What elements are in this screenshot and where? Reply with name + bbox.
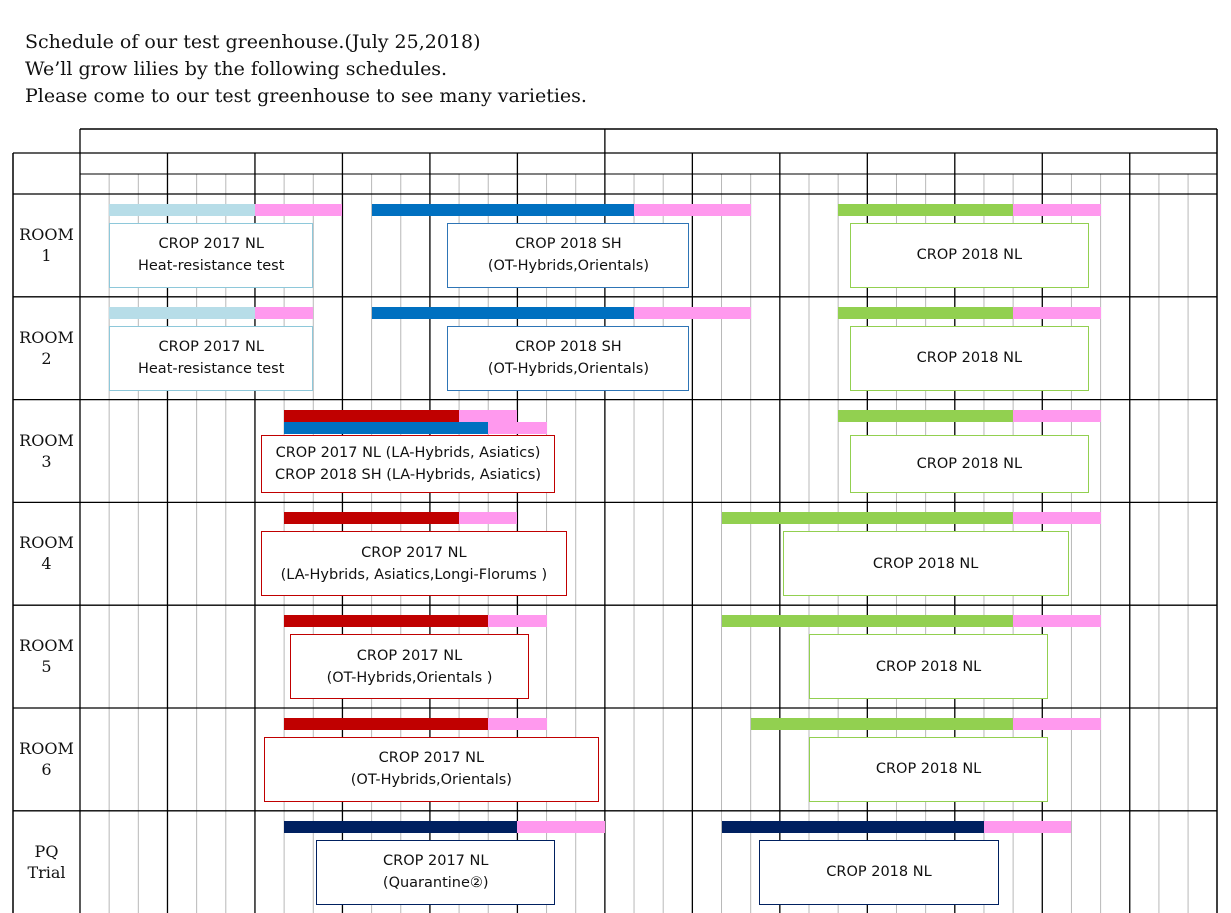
schedule-bar-pink [1013, 307, 1100, 319]
schedule-bar-pink [634, 307, 751, 319]
period-label [255, 174, 284, 194]
period-label [372, 174, 401, 194]
row-label-line: 5 [41, 657, 52, 677]
crop-label-box [290, 634, 529, 699]
schedule-bar-red [284, 512, 459, 524]
crop-label-text: Heat-resistance test [137, 361, 285, 378]
row-label [13, 430, 80, 472]
period-label [80, 174, 109, 194]
period-label [547, 174, 576, 194]
intro-line-2: We’ll grow lilies by the following schedules. [25, 58, 448, 80]
period-label [1013, 174, 1042, 194]
crop-label-text: CROP 2017 NL [158, 339, 264, 356]
row-label-line: ROOM [19, 533, 74, 553]
crop-label-text: CROP 2017 NL [378, 750, 485, 767]
period-label [576, 174, 605, 194]
crop-label-box [783, 531, 1069, 596]
period-label [1188, 174, 1217, 194]
row-label [13, 841, 80, 883]
schedule-bar-pink [1013, 512, 1100, 524]
crop-label-text: CROP 2018 NL [916, 350, 1023, 367]
month-label [1130, 153, 1217, 174]
row-label-line: 3 [41, 451, 52, 471]
period-label [605, 174, 634, 194]
month-label [167, 153, 254, 174]
row-label-line: Trial [27, 862, 66, 882]
period-label [1130, 174, 1159, 194]
period-label [284, 174, 313, 194]
row-label-line: ROOM [19, 225, 74, 244]
schedule-bar-light-blue [109, 204, 255, 216]
period-label [692, 174, 721, 194]
schedule-bar-navy [722, 821, 984, 833]
schedule-bar-pink [1013, 615, 1100, 627]
crop-label-text: CROP 2018 NL [916, 247, 1023, 264]
crop-label-text: CROP 2018 NL [916, 455, 1023, 472]
row-label [13, 635, 80, 677]
crop-label-box [109, 223, 313, 288]
crop-label-text: (OT-Hybrids,Orientals) [487, 361, 650, 378]
period-label [197, 174, 226, 194]
crop-label-text: CROP 2018 SH [515, 339, 622, 356]
crop-label-box [447, 223, 689, 288]
row-label-line: 6 [41, 760, 52, 779]
schedule-bar-pink [255, 204, 342, 216]
month-label [342, 153, 429, 174]
crop-label-text: CROP 2017 NL (LA-Hybrids, Asiatics) [275, 444, 541, 461]
schedule-bar-blue [284, 422, 488, 434]
month-label [255, 153, 342, 174]
crop-label-text: CROP 2018 SH (LA-Hybrids, Asiatics) [275, 466, 542, 483]
period-label [751, 174, 780, 194]
period-label [430, 174, 459, 194]
schedule-bar-green [751, 718, 1013, 730]
row-label [13, 224, 80, 266]
schedule-bar-green [838, 410, 1013, 422]
crop-label-text: (Quarantine②) [382, 875, 489, 892]
schedule-bar-pink [1013, 410, 1100, 422]
schedule-bar-pink [1013, 204, 1100, 216]
schedule-bar-red [284, 718, 488, 730]
row-label-line: ROOM [19, 430, 74, 450]
schedule-bar-blue [372, 307, 634, 319]
schedule-bar-pink [984, 821, 1071, 833]
schedule-bar-blue [372, 204, 634, 216]
month-label [430, 153, 517, 174]
period-label [955, 174, 984, 194]
intro-line-1: Schedule of our test greenhouse.(July 25,2018) [25, 31, 481, 53]
period-label [867, 174, 896, 194]
crop-label-box [850, 326, 1089, 391]
schedule-bar-pink [634, 204, 751, 216]
period-label [342, 174, 371, 194]
month-label [780, 153, 867, 174]
crop-label-box [809, 634, 1048, 699]
month-label [80, 153, 167, 174]
period-label [634, 174, 663, 194]
crop-label-box [261, 435, 556, 494]
crop-label-text: CROP 2017 NL [361, 544, 467, 561]
row-label-line: 1 [41, 246, 52, 265]
crop-label-box [759, 840, 998, 905]
period-label [722, 174, 751, 194]
schedule-bar-green [722, 512, 1014, 524]
period-label [459, 174, 488, 194]
schedule-bar-pink [1013, 718, 1100, 730]
crop-label-text: CROP 2018 SH [515, 236, 622, 253]
crop-label-text: CROP 2018 NL [875, 761, 982, 778]
crop-label-box [109, 326, 313, 391]
crop-label-text: CROP 2018 NL [872, 555, 979, 572]
period-label [1071, 174, 1100, 194]
schedule-bar-pink [459, 410, 517, 422]
crop-label-box [316, 840, 555, 905]
crop-label-box [264, 737, 599, 802]
schedule-bar-pink [517, 821, 604, 833]
month-label [1042, 153, 1129, 174]
period-label [926, 174, 955, 194]
crop-label-text: (OT-Hybrids,Orientals ) [326, 669, 493, 686]
period-label [1159, 174, 1188, 194]
schedule-bar-pink [488, 615, 546, 627]
crop-label-box [850, 223, 1089, 288]
row-label-line: ROOM [19, 327, 74, 347]
month-label [867, 153, 954, 174]
row-label-line: 4 [41, 554, 52, 574]
crop-label-box [261, 531, 567, 596]
schedule-bar-pink [488, 422, 546, 434]
period-label [1042, 174, 1071, 194]
crop-label-text: (OT-Hybrids,Orientals) [487, 258, 650, 275]
crop-label-box [850, 435, 1089, 494]
crop-label-box [809, 737, 1048, 802]
period-label [138, 174, 167, 194]
schedule-bar-green [722, 615, 1014, 627]
crop-label-text: (OT-Hybrids,Orientals) [350, 772, 512, 789]
month-label [605, 153, 692, 174]
schedule-bar-pink [255, 307, 313, 319]
period-label [109, 174, 138, 194]
row-label-line: PQ [34, 841, 59, 861]
schedule-bar-green [838, 204, 1013, 216]
month-label [955, 153, 1042, 174]
crop-label-text: (LA-Hybrids, Asiatics,Longi-Florums ) [280, 566, 548, 583]
period-label [1101, 174, 1130, 194]
period-label [838, 174, 867, 194]
period-label [313, 174, 342, 194]
year-label [605, 129, 1217, 153]
crop-label-text: CROP 2017 NL [356, 647, 463, 664]
crop-label-text: CROP 2018 NL [826, 864, 932, 881]
row-label [13, 532, 80, 574]
schedule-bar-pink [488, 718, 546, 730]
crop-label-box [447, 326, 689, 391]
schedule-bar-green [838, 307, 1013, 319]
schedule-bar-navy [284, 821, 517, 833]
year-label [80, 129, 605, 153]
row-label-line: ROOM [19, 739, 74, 758]
period-label [780, 174, 809, 194]
period-label [809, 174, 838, 194]
row-label [13, 738, 80, 780]
period-label [663, 174, 692, 194]
schedule-bar-red [284, 410, 459, 422]
month-label [692, 153, 779, 174]
row-label [13, 327, 80, 369]
crop-label-text: CROP 2017 NL [383, 853, 489, 870]
period-label [984, 174, 1013, 194]
period-label [401, 174, 430, 194]
row-label-line: ROOM [19, 636, 74, 656]
period-label [517, 174, 546, 194]
schedule-bar-pink [459, 512, 517, 524]
crop-label-text: CROP 2018 NL [875, 658, 982, 675]
row-label-line: 2 [41, 348, 52, 368]
schedule-bar-red [284, 615, 488, 627]
intro-line-3: Please come to our test greenhouse to see many varieties. [25, 85, 587, 107]
month-label [517, 153, 604, 174]
crop-label-text: Heat-resistance test [137, 258, 285, 275]
schedule-bar-light-blue [109, 307, 255, 319]
period-label [167, 174, 196, 194]
crop-label-text: CROP 2017 NL [158, 236, 264, 253]
period-label [896, 174, 925, 194]
period-label [226, 174, 255, 194]
period-label [488, 174, 517, 194]
